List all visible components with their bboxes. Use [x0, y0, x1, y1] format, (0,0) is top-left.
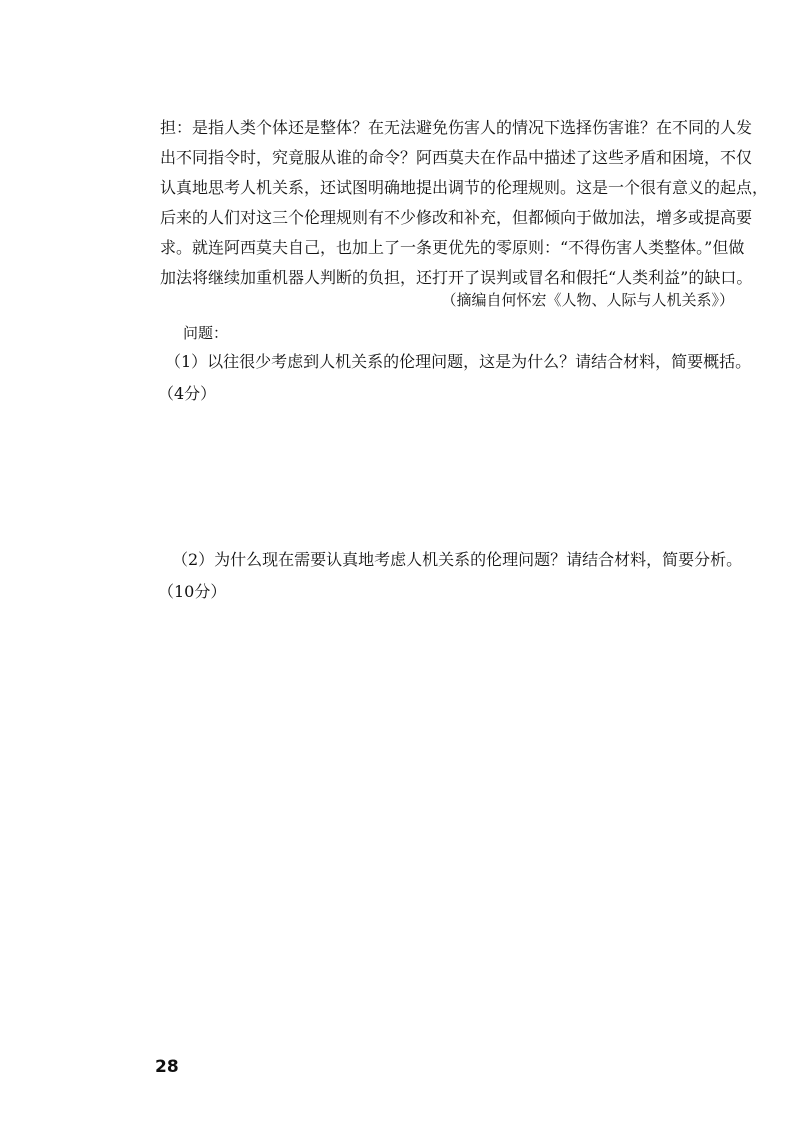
passage-line: 后来的人们对这三个伦理规则有不少修改和补充，但都倾向于做加法，增多或提高要 [160, 208, 753, 227]
source-attribution: （摘编自何怀宏《人物、人际与人机关系》） [441, 291, 734, 309]
question-1-text: （1）以往很少考虑到人机关系的伦理问题，这是为什么？请结合材料，简要概括。 [165, 352, 752, 371]
passage-line: 认真地思考人机关系，还试图明确地提出调节的伦理规则。这是一个很有意义的起点， [160, 178, 769, 197]
passage-line: 担：是指人类个体还是整体？在无法避免伤害人的情况下选择伤害谁？在不同的人发 [160, 118, 753, 137]
passage-line: 求。就连阿西莫夫自己，也加上了一条更优先的零原则：“不得伤害人类整体。”但做 [160, 238, 745, 257]
question-2-text: （2）为什么现在需要认真地考虑人机关系的伦理问题？请结合材料，简要分析。 [172, 550, 743, 569]
question-1-points: （4分） [158, 384, 217, 403]
passage-line: 出不同指令时，究竟服从谁的命令？阿西莫夫在作品中描述了这些矛盾和困境，不仅 [160, 148, 753, 167]
passage-line: 加法将继续加重机器人判断的负担，还打开了误判或冒名和假托“人类利益”的缺口。 [160, 268, 753, 287]
questions-label: 问题： [183, 324, 229, 342]
question-2-points: （10分） [158, 582, 227, 601]
page-number: 28 [155, 1057, 179, 1077]
